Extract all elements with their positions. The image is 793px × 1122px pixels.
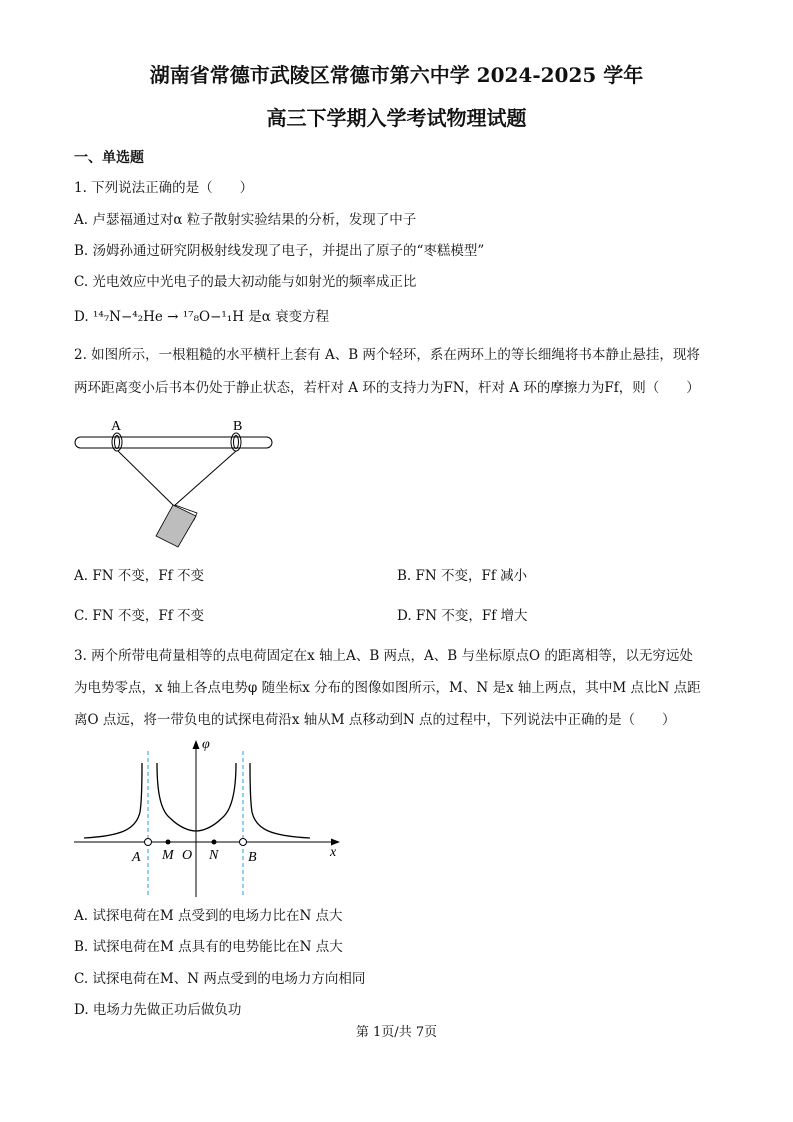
ring-a <box>112 433 122 451</box>
q3-option-d: D. 电场力先做正功后做负功 <box>74 1002 242 1018</box>
point-m <box>166 840 171 845</box>
x-axis-arrow-icon <box>331 839 340 846</box>
q1-option-d: D. ¹⁴₇N−⁴₂He → ¹⁷₈O−¹₁H 是α 衰变方程 <box>74 309 330 325</box>
q1-option-a: A. 卢瑟福通过对α 粒子散射实验结果的分析，发现了中子 <box>74 212 417 228</box>
charge-b <box>240 839 247 846</box>
q3-option-a: A. 试探电荷在M 点受到的电场力比在N 点大 <box>74 908 343 924</box>
label-o: O <box>182 848 193 863</box>
label-m: M <box>162 848 174 863</box>
q3-stem-line-1: 3. 两个所带电荷量相等的点电荷固定在x 轴上A、B 两点，A、B 与坐标原点O 的距离相等，以无穷远处 <box>74 648 693 664</box>
q1-option-b: B. 汤姆孙通过研究阴极射线发现了电子，并提出了原子的“枣糕模型” <box>74 243 485 259</box>
label-x: x <box>330 845 337 860</box>
book-pages <box>175 505 197 520</box>
q1-stem: 1. 下列说法正确的是（ ） <box>74 180 254 196</box>
q3-stem-line-3: 离O 点远，将一带负电的试探电荷沿x 轴从M 点移动到N 点的过程中，下列说法中正确的是（ ） <box>74 712 676 728</box>
q2-option-b: B. FN 不变，Ff 减小 <box>397 568 528 584</box>
q3-option-c: C. 试探电荷在M、N 两点受到的电场力方向相同 <box>74 971 366 987</box>
potential-curve-right <box>250 763 310 838</box>
label-a: A <box>132 850 141 865</box>
y-axis-arrow-icon <box>193 740 200 749</box>
potential-curve-left <box>84 763 142 838</box>
page-footer: 第 1页/共 7页 <box>355 1025 438 1040</box>
q2-stem-line-1: 2. 如图所示，一根粗糙的水平横杆上套有 A、B 两个轻环，系在两环上的等长细绳将书本静止悬挂，现将 <box>74 347 700 363</box>
book <box>156 505 196 547</box>
q3-stem-line-2: 为电势零点，x 轴上各点电势φ 随坐标x 分布的图像如图所示，M、N 是x 轴上两点，其中M 点比N 点距 <box>74 680 701 696</box>
q3-figure <box>74 737 340 897</box>
q3-option-b: B. 试探电荷在M 点具有的电势能比在N 点大 <box>74 939 343 955</box>
label-b: B <box>248 850 257 865</box>
q2-option-a: A. FN 不变，Ff 不变 <box>74 568 204 584</box>
q2-option-c: C. FN 不变，Ff 不变 <box>74 608 205 624</box>
title-line-2: 高三下学期入学考试物理试题 <box>266 106 527 130</box>
label-phi: φ <box>202 737 210 752</box>
ring-b <box>231 433 241 451</box>
horizontal-rod <box>75 437 272 448</box>
rope-a <box>118 451 174 506</box>
q1-option-c: C. 光电效应中光电子的最大初动能与如射光的频率成正比 <box>74 274 417 290</box>
charge-a <box>145 839 152 846</box>
point-n <box>212 840 217 845</box>
section-heading: 一、单选题 <box>74 150 144 166</box>
q2-option-d: D. FN 不变，Ff 增大 <box>397 608 528 624</box>
title-line-1: 湖南省常德市武陵区常德市第六中学 2024-2025 学年 <box>149 63 644 87</box>
potential-curve-middle <box>157 763 236 831</box>
label-a: A <box>111 419 122 434</box>
rope-b <box>174 451 236 506</box>
label-b: B <box>233 419 243 434</box>
label-n: N <box>209 848 219 863</box>
q2-stem-line-2: 两环距离变小后书本仍处于静止状态，若杆对 A 环的支持力为FN，杆对 A 环的摩擦力为Ff，则（ ） <box>74 380 700 396</box>
